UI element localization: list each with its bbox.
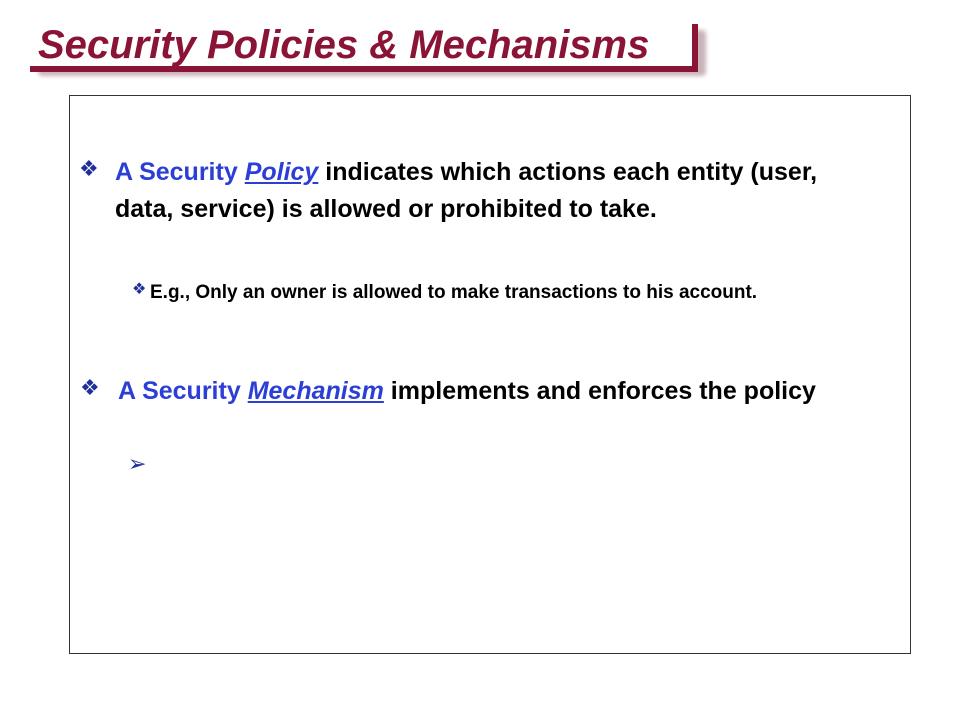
diamond-cluster-icon: ❖ bbox=[80, 375, 100, 400]
bullet-prefix: A Security bbox=[118, 377, 248, 405]
bullet-rest: implements and enforces the policy bbox=[383, 377, 816, 405]
arrowhead-icon: ➢ bbox=[128, 451, 147, 476]
bullet-security-policy bbox=[79, 154, 875, 228]
mechanism-link[interactable]: Mechanism bbox=[247, 377, 384, 405]
sub-bullet-example bbox=[132, 278, 840, 308]
bullet-prefix: A Security bbox=[115, 158, 245, 186]
slide-title: Security Policies & Mechanisms bbox=[38, 23, 650, 67]
diamond-cluster-icon: ❖ bbox=[79, 156, 99, 181]
slide-title-area bbox=[30, 18, 710, 78]
sub-bullet-text: E.g., Only an owner is allowed to make transactions to his account. bbox=[150, 282, 758, 303]
content-frame bbox=[69, 95, 911, 654]
title-right-rule bbox=[692, 24, 698, 72]
bullet-security-mechanism bbox=[80, 375, 878, 406]
diamond-cluster-icon: ❖ bbox=[132, 281, 147, 298]
bullet-rest: indicates which actions each entity (user, data, service) is allowed or prohibited to take. bbox=[115, 158, 818, 223]
policy-link[interactable]: Policy bbox=[244, 158, 319, 186]
